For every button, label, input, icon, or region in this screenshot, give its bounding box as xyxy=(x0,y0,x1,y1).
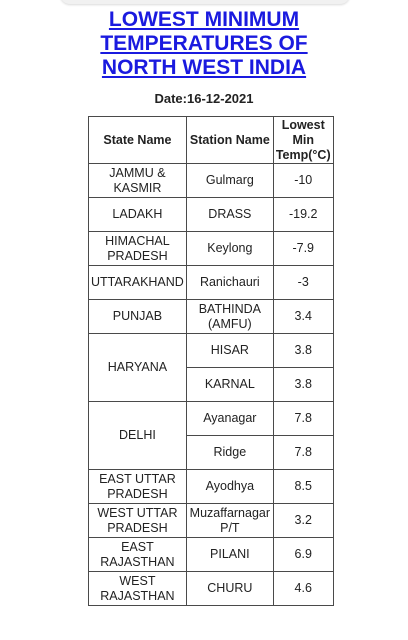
station-cell: Muzaffarnagar P/T xyxy=(186,504,273,538)
station-cell: Gulmarg xyxy=(186,164,273,198)
table-row xyxy=(89,198,334,232)
temp-cell: 6.9 xyxy=(273,538,333,572)
title-line-1: LOWEST MINIMUM xyxy=(108,8,300,31)
temp-cell: -10 xyxy=(273,164,333,198)
title-line-2: TEMPERATURES OF xyxy=(100,32,308,55)
header-lowest-min-temp: Lowest Min Temp(°C) xyxy=(273,117,333,164)
table-row xyxy=(89,504,334,538)
table-row xyxy=(89,266,334,300)
temp-cell: 3.8 xyxy=(273,368,333,402)
state-cell: EAST UTTAR PRADESH xyxy=(89,470,187,504)
temp-cell: 8.5 xyxy=(273,470,333,504)
temp-cell: 3.2 xyxy=(273,504,333,538)
temp-cell: 3.8 xyxy=(273,334,333,368)
temp-cell: -19.2 xyxy=(273,198,333,232)
temp-cell: -3 xyxy=(273,266,333,300)
browser-top-handle xyxy=(60,0,350,4)
station-cell: DRASS xyxy=(186,198,273,232)
state-cell: JAMMU & KASMIR xyxy=(89,164,187,198)
state-cell: HIMACHAL PRADESH xyxy=(89,232,187,266)
station-cell: Ayanagar xyxy=(186,402,273,436)
table-row xyxy=(89,334,334,368)
state-cell: HARYANA xyxy=(89,334,187,402)
state-cell: WEST RAJASTHAN xyxy=(89,572,187,606)
temp-cell: 7.8 xyxy=(273,402,333,436)
report-date: Date:16-12-2021 xyxy=(154,91,254,106)
station-cell: Keylong xyxy=(186,232,273,266)
table-row xyxy=(89,470,334,504)
table-row xyxy=(89,572,334,606)
table-row xyxy=(89,300,334,334)
station-cell: Ayodhya xyxy=(186,470,273,504)
state-cell: DELHI xyxy=(89,402,187,470)
station-cell: Ranichauri xyxy=(186,266,273,300)
temperature-table xyxy=(88,116,334,606)
table-row xyxy=(89,164,334,198)
table-row xyxy=(89,232,334,266)
table-row xyxy=(89,402,334,436)
temp-cell: -7.9 xyxy=(273,232,333,266)
station-cell: HISAR xyxy=(186,334,273,368)
station-cell: KARNAL xyxy=(186,368,273,402)
header-state-name: State Name xyxy=(89,117,187,164)
header-station-name: Station Name xyxy=(186,117,273,164)
state-cell: PUNJAB xyxy=(89,300,187,334)
state-cell: WEST UTTAR PRADESH xyxy=(89,504,187,538)
state-cell: LADAKH xyxy=(89,198,187,232)
state-cell: EAST RAJASTHAN xyxy=(89,538,187,572)
temp-cell: 4.6 xyxy=(273,572,333,606)
station-cell: CHURU xyxy=(186,572,273,606)
title-line-3: NORTH WEST INDIA xyxy=(101,56,307,79)
page-title[interactable] xyxy=(0,8,408,80)
temp-cell: 3.4 xyxy=(273,300,333,334)
table-row xyxy=(89,538,334,572)
station-cell: BATHINDA (AMFU) xyxy=(186,300,273,334)
table-header-row xyxy=(89,117,334,164)
state-cell: UTTARAKHAND xyxy=(89,266,187,300)
station-cell: PILANI xyxy=(186,538,273,572)
station-cell: Ridge xyxy=(186,436,273,470)
temp-cell: 7.8 xyxy=(273,436,333,470)
